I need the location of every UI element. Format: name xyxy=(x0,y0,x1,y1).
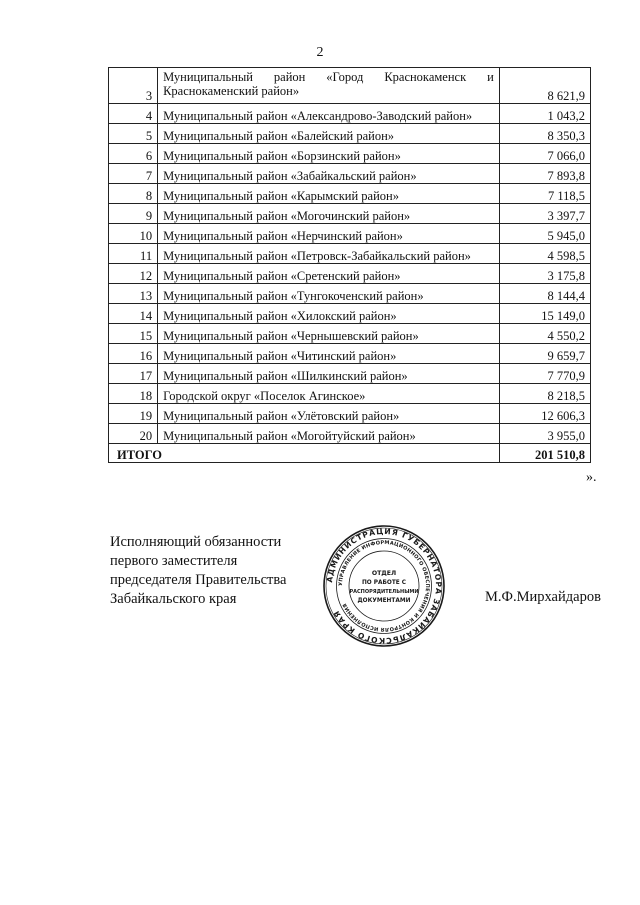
row-number: 18 xyxy=(109,384,158,404)
signature-line-1: Исполняющий обязанности xyxy=(110,534,282,550)
row-name: Муниципальный район «Чернышевский район» xyxy=(158,324,500,344)
official-stamp xyxy=(322,524,446,648)
table-row xyxy=(109,384,591,404)
stamp-center-line-1: ОТДЕЛ xyxy=(371,570,397,577)
table-row xyxy=(109,404,591,424)
stamp-center-line-2: ПО РАБОТЕ С xyxy=(361,580,407,586)
row-number: 5 xyxy=(109,124,158,144)
row-name: Муниципальный район «Улётовский район» xyxy=(158,404,500,424)
stamp-outer-text: АДМИНИСТРАЦИЯ ГУБЕРНАТОРА ЗАБАЙКАЛЬСКОГО КРАЯ xyxy=(325,526,444,646)
signature-line-4: Забайкальского края xyxy=(110,591,237,607)
row-name: Муниципальный район «Тунгокоченский район» xyxy=(158,284,500,304)
row-name: Городской округ «Поселок Агинское» xyxy=(158,384,500,404)
signature-line-2: первого заместителя xyxy=(110,553,238,569)
table-row xyxy=(109,304,591,324)
stamp-inner-text: УПРАВЛЕНИЕ ИНФОРМАЦИОННОГО ОБЕСПЕЧЕНИЯ И КОНТРОЛЯ ИСПОЛНЕНИЯ xyxy=(337,539,431,633)
row-name-line-2: Краснокаменский район» xyxy=(163,84,300,98)
row-amount: 15 149,0 xyxy=(499,304,590,324)
table-row xyxy=(109,284,591,304)
row-name: Муниципальный район «Карымский район» xyxy=(158,184,500,204)
row-name: Муниципальный район «Александрово-Заводский район» xyxy=(158,104,500,124)
row-amount: 7 118,5 xyxy=(499,184,590,204)
row-amount: 7 893,8 xyxy=(499,164,590,184)
row-amount: 3 175,8 xyxy=(499,264,590,284)
row-number: 11 xyxy=(109,244,158,264)
row-number: 7 xyxy=(109,164,158,184)
row-number: 19 xyxy=(109,404,158,424)
stamp-center-line-3: РАСПОРЯДИТЕЛЬНЫМИ xyxy=(349,589,419,595)
table-row xyxy=(109,124,591,144)
allocation-table xyxy=(108,67,591,463)
row-amount: 7 770,9 xyxy=(499,364,590,384)
total-row xyxy=(109,444,591,463)
table-row xyxy=(109,364,591,384)
row-amount: 8 144,4 xyxy=(499,284,590,304)
row-amount: 3 397,7 xyxy=(499,204,590,224)
table-row xyxy=(109,68,591,104)
row-name: Муниципальный район «Забайкальский район» xyxy=(158,164,500,184)
table-row xyxy=(109,204,591,224)
row-name: Муниципальный район «Петровск-Забайкальский район» xyxy=(158,244,500,264)
row-number: 15 xyxy=(109,324,158,344)
table-row xyxy=(109,184,591,204)
row-amount: 4 598,5 xyxy=(499,244,590,264)
row-number: 10 xyxy=(109,224,158,244)
row-amount: 7 066,0 xyxy=(499,144,590,164)
row-amount: 8 621,9 xyxy=(499,68,590,104)
row-name: Муниципальный район «Шилкинский район» xyxy=(158,364,500,384)
table-row xyxy=(109,164,591,184)
row-number: 6 xyxy=(109,144,158,164)
row-number: 8 xyxy=(109,184,158,204)
row-name: Муниципальный район «Могойтуйский район» xyxy=(158,424,500,444)
row-number: 14 xyxy=(109,304,158,324)
signer-name: М.Ф.Мирхайдаров xyxy=(485,589,601,605)
table-row xyxy=(109,104,591,124)
row-number: 13 xyxy=(109,284,158,304)
row-number: 9 xyxy=(109,204,158,224)
row-name: Муниципальный район «Борзинский район» xyxy=(158,144,500,164)
row-number: 16 xyxy=(109,344,158,364)
row-amount: 5 945,0 xyxy=(499,224,590,244)
page-number: 2 xyxy=(316,45,324,60)
total-amount: 201 510,8 xyxy=(499,444,590,463)
closing-quote: ». xyxy=(586,470,597,485)
row-amount: 12 606,3 xyxy=(499,404,590,424)
row-number: 3 xyxy=(109,68,158,104)
row-number: 17 xyxy=(109,364,158,384)
table-row xyxy=(109,224,591,244)
signature-line-3: председателя Правительства xyxy=(110,572,287,588)
row-number: 4 xyxy=(109,104,158,124)
signature-title xyxy=(110,533,286,609)
row-name: Муниципальный район «Читинский район» xyxy=(158,344,500,364)
row-amount: 8 350,3 xyxy=(499,124,590,144)
row-name: Муниципальный район «Хилокский район» xyxy=(158,304,500,324)
row-name: Муниципальный район «Сретенский район» xyxy=(158,264,500,284)
row-name-line-1: Муниципальный район «Город Краснокаменск и xyxy=(163,70,494,84)
table-row xyxy=(109,424,591,444)
row-amount: 9 659,7 xyxy=(499,344,590,364)
table-row xyxy=(109,144,591,164)
row-name: Муниципальный район «Балейский район» xyxy=(158,124,500,144)
row-amount: 1 043,2 xyxy=(499,104,590,124)
row-name: Муниципальный район «Нерчинский район» xyxy=(158,224,500,244)
row-amount: 4 550,2 xyxy=(499,324,590,344)
row-amount: 3 955,0 xyxy=(499,424,590,444)
row-number: 12 xyxy=(109,264,158,284)
total-label: ИТОГО xyxy=(109,444,500,463)
table-row xyxy=(109,344,591,364)
row-number: 20 xyxy=(109,424,158,444)
table-row xyxy=(109,324,591,344)
row-name xyxy=(158,68,500,104)
table-row xyxy=(109,264,591,284)
stamp-center-line-4: ДОКУМЕНТАМИ xyxy=(357,598,411,604)
table-row xyxy=(109,244,591,264)
row-amount: 8 218,5 xyxy=(499,384,590,404)
row-name: Муниципальный район «Могочинский район» xyxy=(158,204,500,224)
